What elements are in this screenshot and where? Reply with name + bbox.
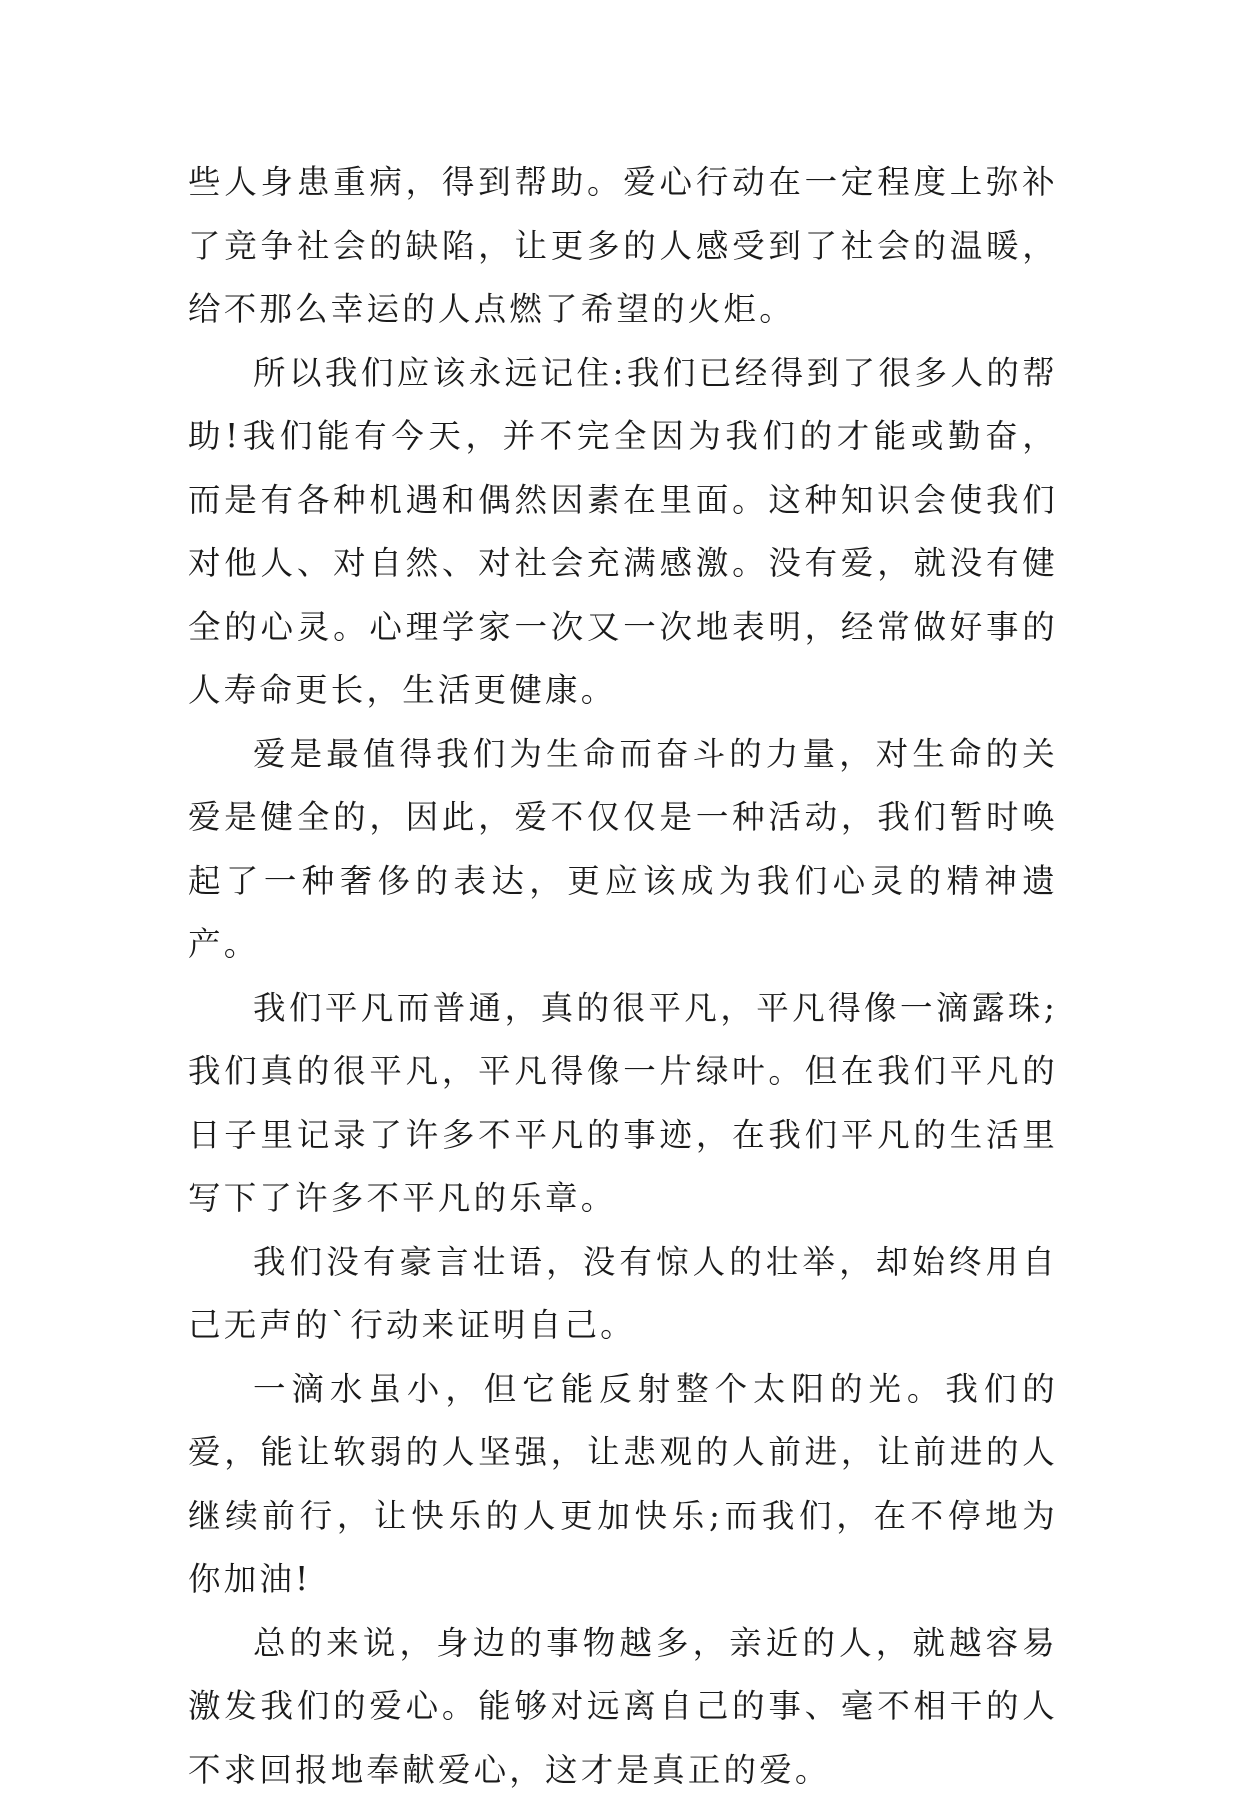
paragraph-7: 总的来说，身边的事物越多，亲近的人，就越容易激发我们的爱心。能够对远离自己的事、毫不相干的人不求回报地奉献爱心，这才是真正的爱。 [188,1612,1058,1802]
body-text [188,151,1058,1802]
paragraph-4: 我们平凡而普通，真的很平凡，平凡得像一滴露珠;我们真的很平凡，平凡得像一片绿叶。但在我们平凡的日子里记录了许多不平凡的事迹，在我们平凡的生活里写下了许多不平凡的乐章。 [188,977,1058,1231]
paragraph-6: 一滴水虽小，但它能反射整个太阳的光。我们的爱，能让软弱的人坚强，让悲观的人前进，让前进的人继续前行，让快乐的人更加快乐;而我们，在不停地为你加油! [188,1358,1058,1612]
paragraph-2: 所以我们应该永远记住:我们已经得到了很多人的帮助!我们能有今天，并不完全因为我们的才能或勤奋，而是有各种机遇和偶然因素在里面。这种知识会使我们对他人、对自然、对社会充满感激。没有爱，就没有健全的心灵。心理学家一次又一次地表明，经常做好事的人寿命更长，生活更健康。 [188,342,1058,723]
paragraph-1: 些人身患重病，得到帮助。爱心行动在一定程度上弥补了竞争社会的缺陷，让更多的人感受到了社会的温暖，给不那么幸运的人点燃了希望的火炬。 [188,151,1058,342]
paragraph-3: 爱是最值得我们为生命而奋斗的力量，对生命的关爱是健全的，因此，爱不仅仅是一种活动，我们暂时唤起了一种奢侈的表达，更应该成为我们心灵的精神遗产。 [188,723,1058,977]
paragraph-5: 我们没有豪言壮语，没有惊人的壮举，却始终用自己无声的`行动来证明自己。 [188,1231,1058,1358]
